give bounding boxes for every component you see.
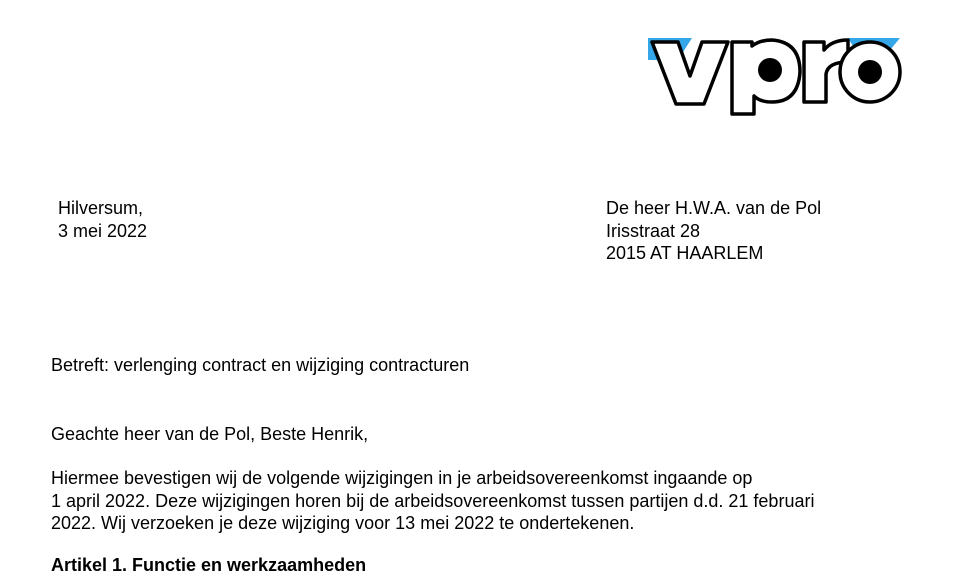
recipient-postal-city: 2015 AT HAARLEM <box>606 243 764 263</box>
logo-o-dot <box>858 60 882 84</box>
body-line: Hiermee bevestigen wij de volgende wijzigingen in je arbeidsovereenkomst ingaande op <box>51 468 753 488</box>
logo-letter-v <box>652 42 728 104</box>
logo-p-dot <box>758 58 782 82</box>
letter-date: 3 mei 2022 <box>58 220 148 241</box>
article-heading: Artikel 1. Functie en werkzaamheden <box>51 555 367 575</box>
sender-city: Hilversum, <box>58 198 144 218</box>
letter-salutation: Geachte heer van de Pol, Beste Henrik, <box>51 424 369 444</box>
body-paragraph <box>51 467 814 535</box>
vpro-logo <box>648 30 904 116</box>
body-line: 2022. Wij verzoeken je deze wijziging voor 13 mei 2022 te ondertekenen. <box>51 513 635 533</box>
sender-block <box>58 197 147 242</box>
recipient-address <box>606 197 821 265</box>
recipient-street: Irisstraat 28 <box>606 220 701 241</box>
recipient-name: De heer H.W.A. van de Pol <box>606 198 822 218</box>
body-line: 1 april 2022. Deze wijzigingen horen bij de arbeidsovereenkomst tussen partijen d.d. 21 februari <box>51 490 815 511</box>
letter-subject: Betreft: verlenging contract en wijziging contracturen <box>51 355 470 375</box>
